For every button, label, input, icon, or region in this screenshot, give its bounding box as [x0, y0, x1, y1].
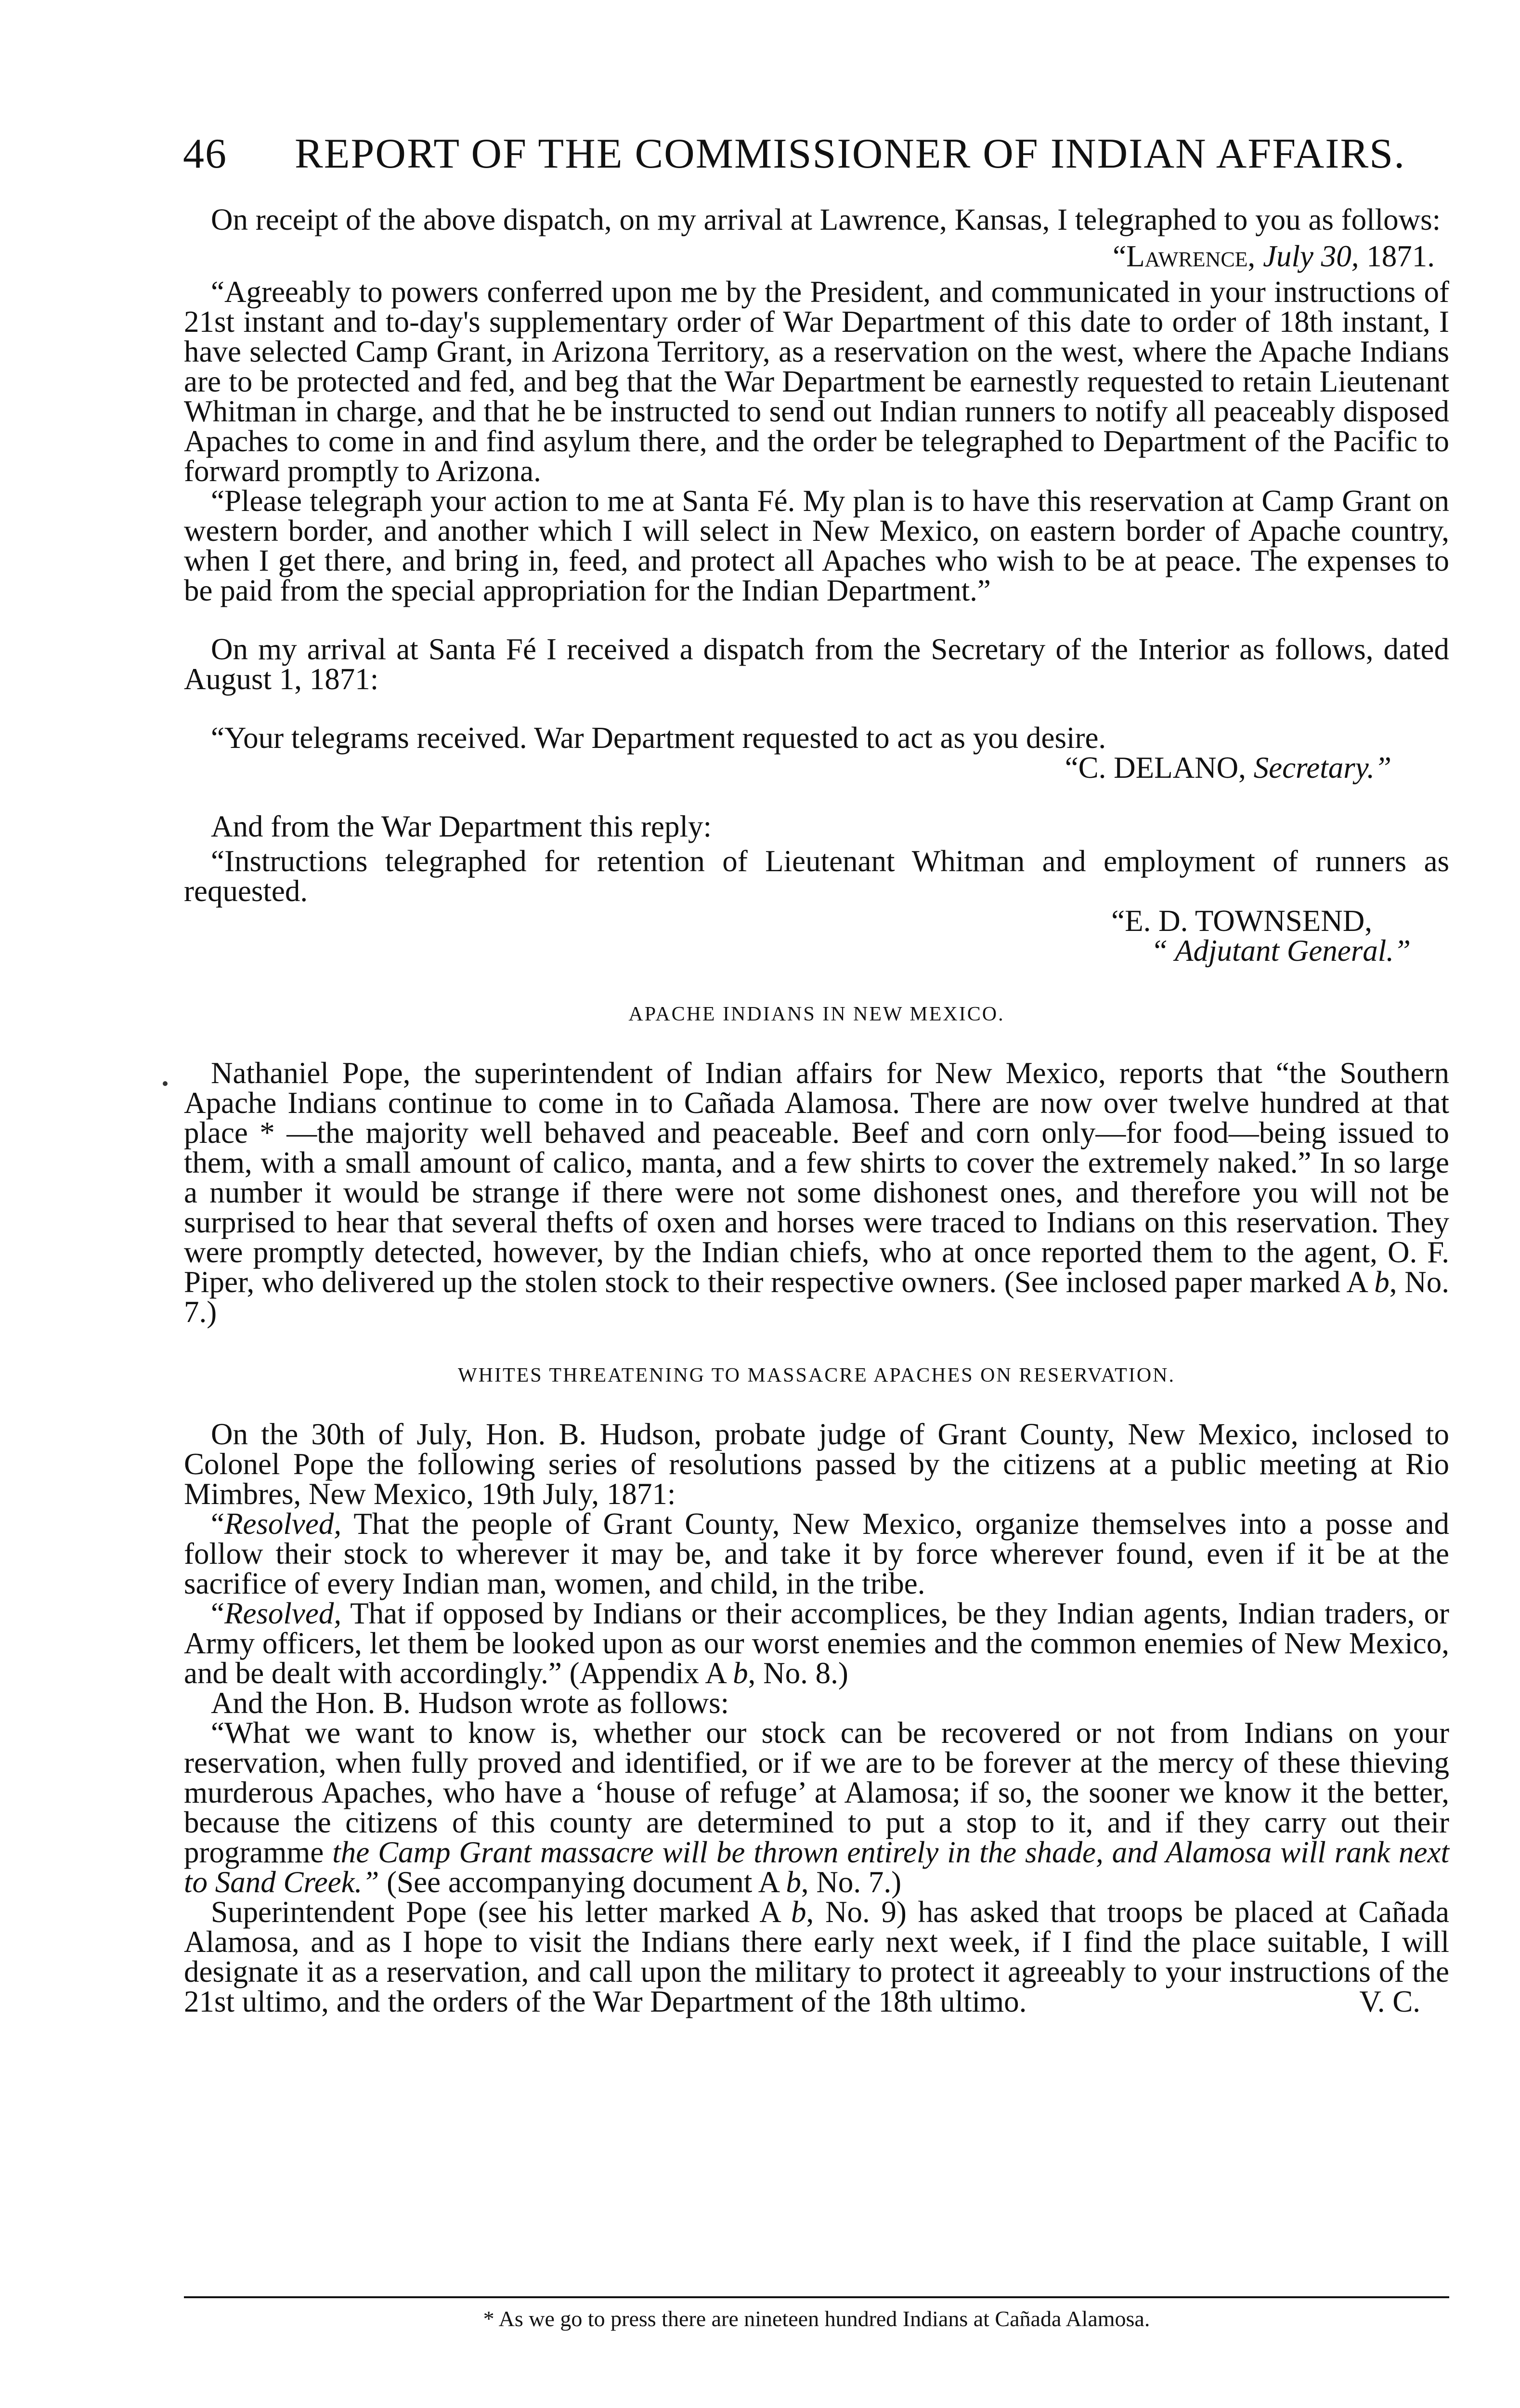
resolved-label: Resolved,	[224, 1507, 342, 1541]
italic-b: b	[1374, 1265, 1390, 1299]
text-run: That if opposed by Indians or their accomplices, be they Indian agents, Indian traders, or Army officers, let them be looked upon as our worst enemies and the common enemies of New Mexico, and be dealt with accordingly.” (Appendix A	[184, 1597, 1449, 1690]
dateline-date: July 30,	[1263, 239, 1359, 273]
resolved-label: Resolved,	[224, 1597, 342, 1630]
text-run: “What we want to know is, whether our stock can be recovered or not from Indians on your reservation, when fully proved and identified, or if we are to be forever at the mercy of these thieving murderous Apaches, who have a ‘house of refuge’ at Alamosa; if so, the sooner we know it the better, because the citizens of this county are determined to put a stop to it, and if they carry out their programme	[184, 1716, 1449, 1869]
italic-b: b	[791, 1895, 806, 1929]
text-run: , No. 7.)	[184, 1265, 1449, 1329]
paragraph-telegrams-received: “Your telegrams received. War Department requested to act as you desire.	[211, 721, 1106, 755]
signature-delano	[184, 753, 1449, 783]
dateline-year: 1871.	[1359, 239, 1435, 273]
paragraph-resolved-1	[184, 1509, 1449, 1598]
signature-title: “ Adjutant General.”	[1151, 934, 1411, 968]
signature-title: Secretary.”	[1253, 751, 1391, 785]
text-run: Superintendent Pope (see his letter marked A	[211, 1895, 792, 1929]
text-run: , No. 8.)	[748, 1656, 848, 1690]
paragraph-please-telegraph: “Please telegraph your action to me at Santa Fé. My plan is to have this reservation at Camp Grant on western border, and another which I will select in New Mexico, on eastern border of Apache country, when I get there, and bring in, feed, and protect all Apaches who wish to be at peace. The expenses to be paid from the special appropriation for the Indian Department.”	[184, 484, 1449, 607]
text-run: , No. 7.)	[801, 1865, 902, 1899]
italic-b: b	[786, 1865, 801, 1899]
paragraph-hudson-wrote: And the Hon. B. Hudson wrote as follows:	[211, 1686, 729, 1720]
paragraph-santa-fe: On my arrival at Santa Fé I received a dispatch from the Secretary of the Interior as follows, dated August 1, 1871:	[184, 632, 1449, 696]
paragraph-pope-report	[184, 1058, 1449, 1327]
paragraph-instructions: “Instructions telegraphed for retention of Lieutenant Whitman and employment of runners as requested.	[184, 844, 1449, 908]
open-quote: “	[211, 1597, 224, 1630]
signature-name: “C. DELANO,	[1065, 751, 1246, 785]
margin-mark	[163, 1081, 168, 1086]
section-heading-apache: APACHE INDIANS IN NEW MEXICO.	[628, 1003, 1005, 1025]
paragraph-hudson: On the 30th of July, Hon. B. Hudson, probate judge of Grant County, New Mexico, inclosed to Colonel Pope the following series of resolutions passed by the citizens at a public meeting at Rio Mimbres, New Mexico, 19th July, 1871:	[184, 1417, 1449, 1511]
dateline	[184, 241, 1449, 271]
open-quote: “	[211, 1507, 224, 1541]
body-text	[184, 205, 1449, 2016]
paragraph-resolved-2	[184, 1598, 1449, 1688]
text-run: (See accompanying document A	[379, 1865, 786, 1899]
paragraph-what-we-want	[184, 1718, 1449, 1897]
paragraph-war-department: And from the War Department this reply:	[211, 810, 712, 843]
footnote-rule	[184, 2296, 1449, 2298]
footnote: * As we go to press there are nineteen hundred Indians at Cañada Alamosa.	[483, 2306, 1150, 2331]
text-run: That the people of Grant County, New Mexico, organize themselves into a posse and follow their stock to wherever it may be, and take it by force wherever found, even if it be at the sacrifice of every Indian man, women, and child, in the tribe.	[184, 1507, 1449, 1600]
section-heading-whites: WHITES THREATENING TO MASSACRE APACHES ON RESERVATION.	[458, 1364, 1175, 1387]
paragraph-receipt: On receipt of the above dispatch, on my arrival at Lawrence, Kansas, I telegraphed to you as follows:	[211, 203, 1441, 236]
text-run: , No. 9) has asked that troops be placed at Cañada Alamosa, and as I hope to visit the Indians there early next week, if I find the place suitable, I will designate it as a reservation, and call upon the military to protect it agreeably to your instructions of the 21st ultimo, and the orders of the War Department of the 18th ultimo.	[184, 1895, 1449, 2018]
running-title: REPORT OF THE COMMISSIONER OF INDIAN AFFAIRS.	[295, 131, 1406, 177]
text-run: Nathaniel Pope, the superintendent of Indian affairs for New Mexico, reports that “the Southern Apache Indians continue to come in to Cañada Alamosa. There are now over twelve hundred at that place * —the majority well behaved and peaceable. Beef and corn only—for food—being issued to them, with a small amount of calico, manta, and a few shirts to cover the extremely naked.” In so large a number it would be strange if there were not some dishonest ones, and therefore you will not be surprised to hear that several thefts of oxen and horses were traced to Indians on this reservation. They were promptly detected, however, by the Indian chiefs, who at once reported them to the agent, O. F. Piper, who delivered up the stolen stock to their respective owners. (See inclosed paper marked A	[184, 1056, 1449, 1299]
page-number: 46	[183, 131, 227, 177]
italic-run: the Camp Grant massacre will be thrown entirely in the shade, and Alamosa will rank next to Sand Creek.”	[184, 1835, 1449, 1899]
paragraph-agreeably: “Agreeably to powers conferred upon me by the President, and communicated in your instructions of 21st instant and to-day's supplementary order of War Department of this date to order of 18th instant, I have selected Camp Grant, in Arizona Territory, as a reservation on the west, where the Apache Indians are to be protected and fed, and beg that the War Department be earnestly requested to retain Lieutenant Whitman in charge, and that he be instructed to send out Indian runners to notify all peaceably disposed Apaches to come in and find asylum there, and the order be telegraphed to Department of the Pacific to forward promptly to Arizona.	[184, 275, 1449, 488]
signature-townsend-name: “E. D. TOWNSEND,	[1111, 904, 1372, 938]
signature-townsend-title	[184, 936, 1449, 966]
dateline-place: “Lawrence,	[1113, 239, 1256, 273]
page-header	[183, 128, 1406, 181]
italic-b: b	[733, 1656, 748, 1690]
initials-vc: V. C.	[1359, 1985, 1420, 2018]
